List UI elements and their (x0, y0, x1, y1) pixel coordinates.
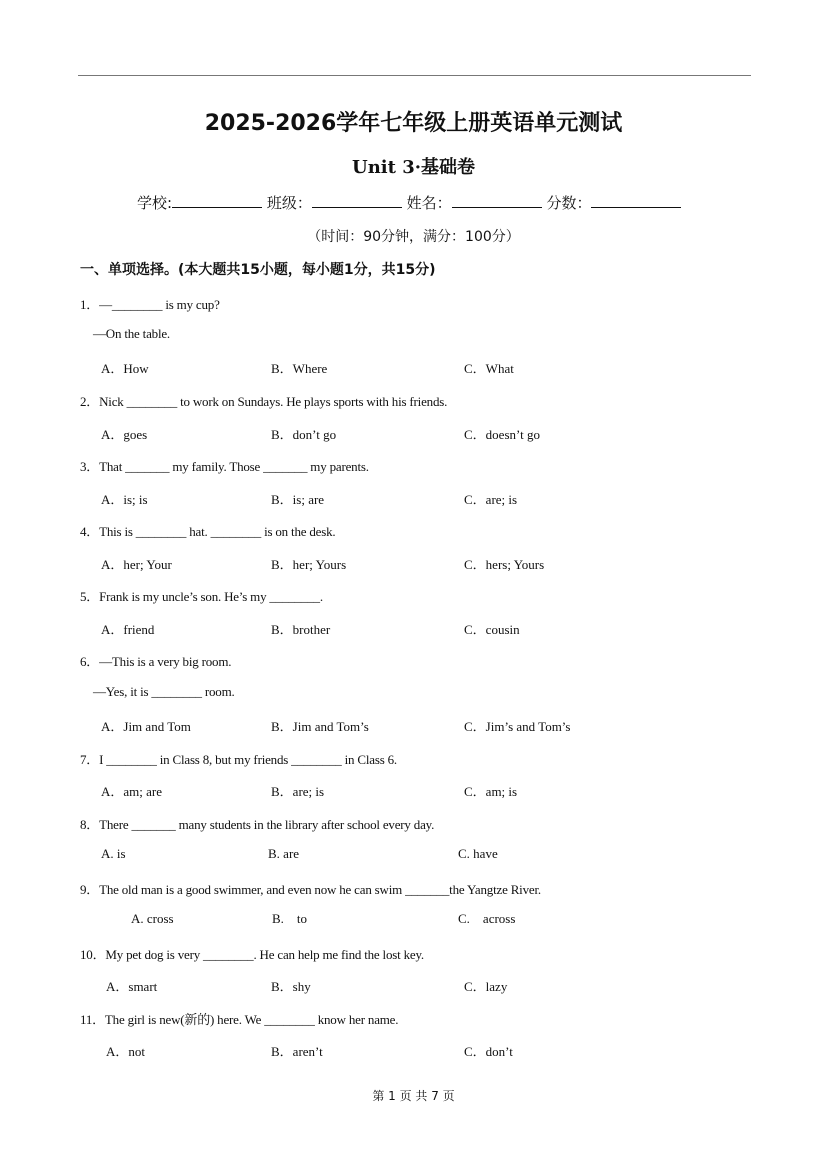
option-c: C. have (458, 846, 498, 861)
question-stem: 7．I ________ in Class 8, but my friends ________ in Class 6. (80, 752, 397, 767)
question-stem: 10．My pet dog is very ________. He can help me find the lost key. (80, 947, 424, 962)
question-stem: 2．Nick ________ to work on Sundays. He plays sports with his friends. (80, 394, 448, 409)
option-a: A．her; Your (101, 557, 172, 572)
option-c: C．lazy (464, 979, 508, 994)
score-blank[interactable] (591, 193, 681, 208)
option-c: C．What (464, 361, 514, 376)
option-b: B．her; Yours (271, 557, 347, 572)
option-b: B．is; are (271, 492, 325, 507)
question-stem: 6．—This is a very big room. (80, 654, 232, 669)
header-rule (78, 75, 751, 76)
option-c: C．am; is (464, 784, 518, 799)
option-a: A．friend (101, 622, 155, 637)
student-info-line (137, 192, 681, 213)
option-b: B．don’t go (271, 427, 337, 442)
page-subtitle: Unit 3·基础卷 (352, 157, 475, 178)
option-c: C．cousin (464, 622, 520, 637)
question-stem: 1．—________ is my cup? (80, 297, 220, 312)
question-stem: 11．The girl is new(新的) here. We ________ know her name. (80, 1012, 399, 1027)
page-footer: 第 1 页 共 7 页 (372, 1089, 455, 1103)
score-label: 分数： (546, 194, 592, 212)
option-b: B．Jim and Tom’s (271, 719, 369, 734)
option-a: A．How (101, 361, 149, 376)
page-title: 2025-2026学年七年级上册英语单元测试 (204, 111, 623, 136)
name-label: 姓名： (406, 194, 452, 212)
option-b: B. are (268, 846, 300, 861)
option-a: A．is; is (101, 492, 148, 507)
option-b: B．Where (271, 361, 328, 376)
option-a: A. cross (131, 911, 174, 926)
option-a: A．goes (101, 427, 148, 442)
name-blank[interactable] (452, 193, 542, 208)
question-line2: —On the table. (93, 326, 170, 341)
option-c: C．don’t (464, 1044, 513, 1059)
option-b: B. to (272, 911, 308, 926)
option-c: C．hers; Yours (464, 557, 545, 572)
option-c: C．doesn’t go (464, 427, 540, 442)
class-label: 班级： (266, 194, 312, 212)
school-label: 学校: (137, 194, 173, 212)
option-c: C．are; is (464, 492, 518, 507)
section-heading: 一、单项选择。(本大题共15小题，每小题1分，共15分) (80, 262, 436, 278)
option-a: A．not (106, 1044, 146, 1059)
question-stem: 3．That _______ my family. Those _______ my parents. (80, 459, 369, 474)
question-stem: 9．The old man is a good swimmer, and even now he can swim _______the Yangtze River. (80, 882, 541, 897)
option-b: B．shy (271, 979, 311, 994)
question-stem: 4．This is ________ hat. ________ is on the desk. (80, 524, 336, 539)
option-a: A．Jim and Tom (101, 719, 191, 734)
time-score-note: （时间：90分钟，满分：100分） (307, 229, 520, 245)
option-c: C. across (458, 911, 516, 926)
option-b: B．are; is (271, 784, 325, 799)
option-a: A．smart (106, 979, 158, 994)
option-b: B．aren’t (271, 1044, 323, 1059)
class-blank[interactable] (312, 193, 402, 208)
question-line2: —Yes, it is ________ room. (93, 684, 235, 699)
option-a: A. is (101, 846, 126, 861)
option-b: B．brother (271, 622, 331, 637)
question-stem: 5．Frank is my uncle’s son. He’s my ________. (80, 589, 323, 604)
school-blank[interactable] (172, 193, 262, 208)
option-a: A．am; are (101, 784, 163, 799)
option-c: C．Jim’s and Tom’s (464, 719, 571, 734)
question-stem: 8．There _______ many students in the library after school every day. (80, 817, 435, 832)
